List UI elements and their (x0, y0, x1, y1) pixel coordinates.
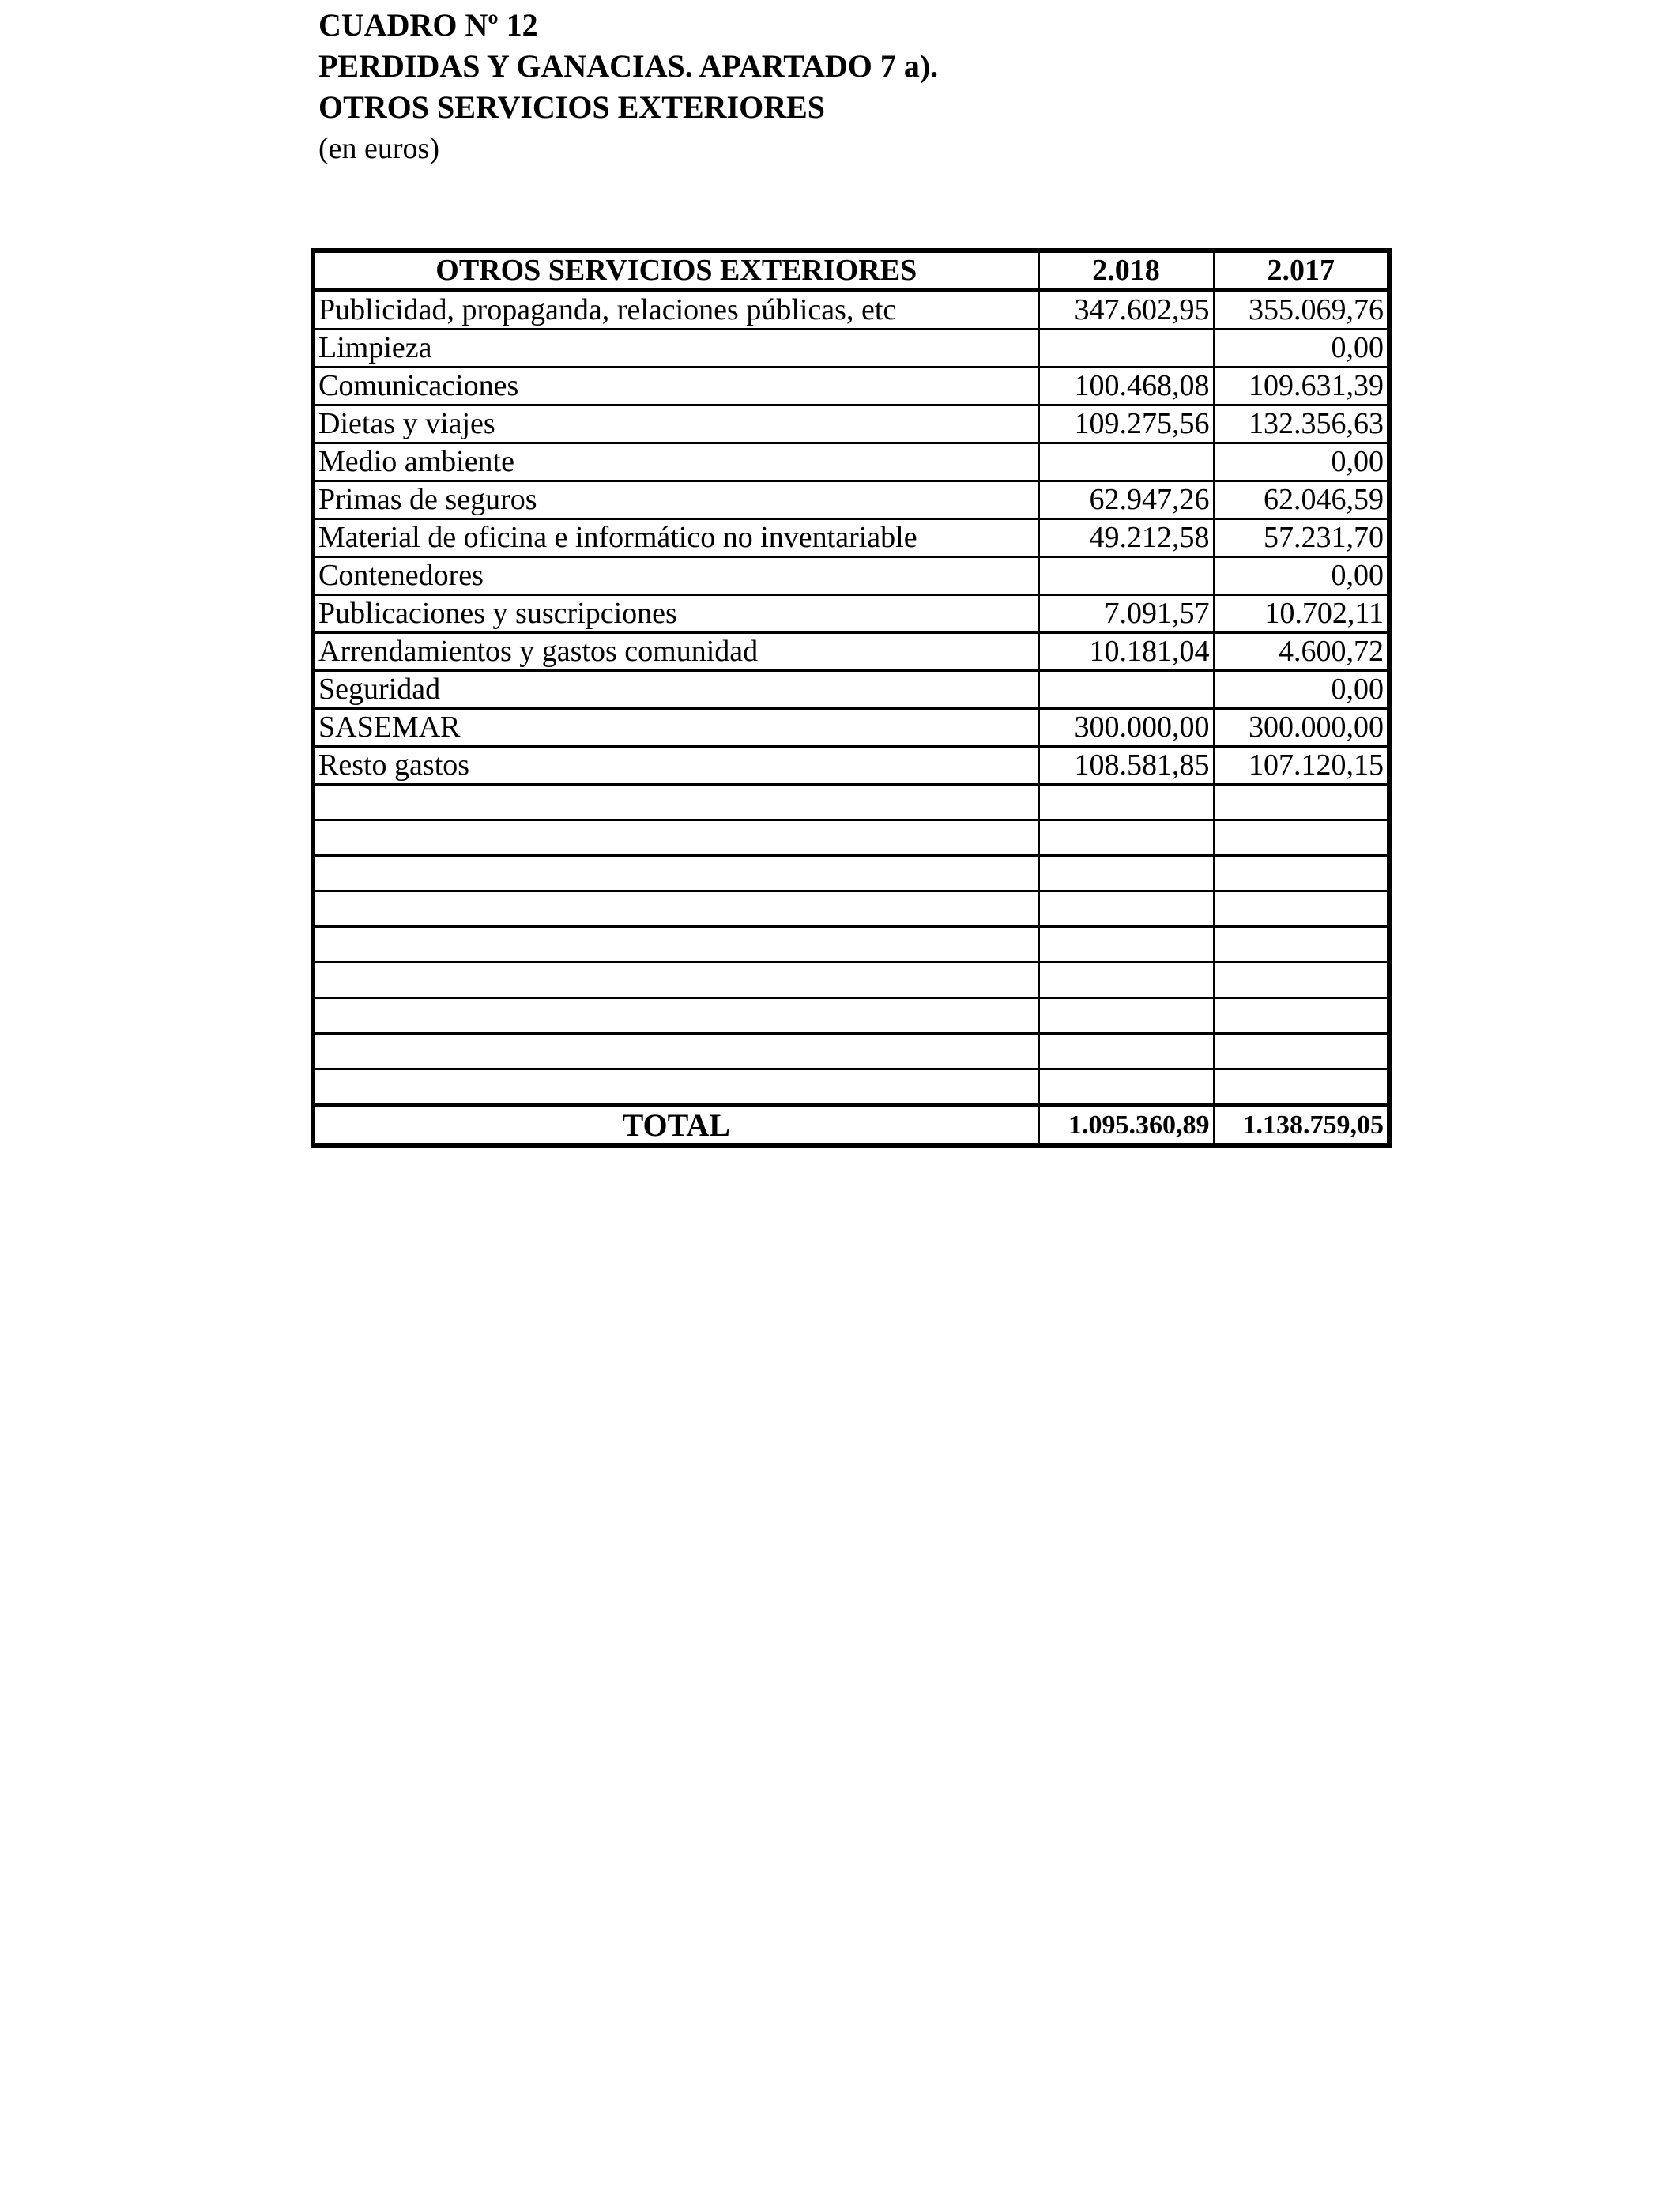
table-row (313, 595, 1389, 633)
empty-cell (1214, 1069, 1389, 1105)
row-concept: Dietas y viajes (313, 405, 1038, 443)
empty-cell (1038, 856, 1214, 892)
empty-cell (1214, 998, 1389, 1034)
section-title: PERDIDAS Y GANACIAS. APARTADO 7 a). (318, 48, 939, 84)
row-value-2018 (1038, 671, 1214, 709)
table-row (313, 671, 1389, 709)
header-year-2017: 2.017 (1214, 251, 1389, 291)
empty-cell (1038, 1034, 1214, 1069)
row-concept: Resto gastos (313, 747, 1038, 785)
row-concept: Primas de seguros (313, 481, 1038, 519)
row-concept: Contenedores (313, 557, 1038, 595)
empty-row (313, 1034, 1389, 1069)
empty-cell (313, 963, 1038, 998)
row-value-2017: 107.120,15 (1214, 747, 1389, 785)
table-row (313, 443, 1389, 481)
table-number-title: CUADRO Nº 12 (318, 7, 538, 43)
empty-cell (1038, 820, 1214, 856)
empty-cell (1038, 927, 1214, 963)
row-value-2017: 0,00 (1214, 443, 1389, 481)
row-value-2017: 300.000,00 (1214, 709, 1389, 747)
total-row (313, 1105, 1389, 1145)
empty-cell (1214, 927, 1389, 963)
header-year-2018: 2.018 (1038, 251, 1214, 291)
row-value-2018 (1038, 443, 1214, 481)
total-label: TOTAL (313, 1105, 1038, 1145)
total-value-2018: 1.095.360,89 (1038, 1105, 1214, 1145)
row-concept: Publicidad, propaganda, relaciones públicas, etc (313, 291, 1038, 330)
document-header (318, 5, 938, 169)
empty-cell (1214, 856, 1389, 892)
empty-row (313, 785, 1389, 820)
empty-cell (1038, 785, 1214, 820)
table-row (313, 481, 1389, 519)
table-row (313, 368, 1389, 405)
empty-cell (1038, 1069, 1214, 1105)
empty-cell (1214, 963, 1389, 998)
table-row (313, 633, 1389, 671)
empty-row (313, 856, 1389, 892)
empty-cell (1038, 963, 1214, 998)
table-row (313, 330, 1389, 368)
total-value-2017: 1.138.759,05 (1214, 1105, 1389, 1145)
empty-cell (313, 785, 1038, 820)
empty-cell (1214, 1034, 1389, 1069)
empty-row (313, 927, 1389, 963)
table-header-row (313, 251, 1389, 291)
row-value-2018: 100.468,08 (1038, 368, 1214, 405)
row-concept: Seguridad (313, 671, 1038, 709)
row-value-2018 (1038, 330, 1214, 368)
row-value-2017: 0,00 (1214, 671, 1389, 709)
row-value-2018: 49.212,58 (1038, 519, 1214, 557)
unit-note: (en euros) (318, 132, 439, 165)
empty-cell (1214, 785, 1389, 820)
empty-cell (1214, 820, 1389, 856)
table-row (313, 519, 1389, 557)
row-value-2018: 300.000,00 (1038, 709, 1214, 747)
row-value-2018: 108.581,85 (1038, 747, 1214, 785)
empty-cell (1214, 892, 1389, 927)
row-value-2018: 7.091,57 (1038, 595, 1214, 633)
report-title: OTROS SERVICIOS EXTERIORES (318, 89, 826, 125)
row-concept: SASEMAR (313, 709, 1038, 747)
empty-cell (1038, 998, 1214, 1034)
row-value-2017: 132.356,63 (1214, 405, 1389, 443)
expenses-table (311, 248, 1392, 1148)
empty-row (313, 1069, 1389, 1105)
table-row (313, 557, 1389, 595)
empty-row (313, 998, 1389, 1034)
row-value-2017: 109.631,39 (1214, 368, 1389, 405)
header-concept: OTROS SERVICIOS EXTERIORES (313, 251, 1038, 291)
row-value-2018: 62.947,26 (1038, 481, 1214, 519)
empty-cell (313, 927, 1038, 963)
table-row (313, 709, 1389, 747)
row-value-2017: 355.069,76 (1214, 291, 1389, 330)
row-value-2018: 347.602,95 (1038, 291, 1214, 330)
row-concept: Material de oficina e informático no inventariable (313, 519, 1038, 557)
empty-cell (313, 1034, 1038, 1069)
row-concept: Medio ambiente (313, 443, 1038, 481)
row-value-2018: 109.275,56 (1038, 405, 1214, 443)
row-concept: Limpieza (313, 330, 1038, 368)
row-value-2018 (1038, 557, 1214, 595)
empty-cell (313, 892, 1038, 927)
row-value-2017: 4.600,72 (1214, 633, 1389, 671)
empty-cell (313, 998, 1038, 1034)
row-concept: Comunicaciones (313, 368, 1038, 405)
table-row (313, 747, 1389, 785)
row-value-2017: 0,00 (1214, 330, 1389, 368)
row-value-2017: 57.231,70 (1214, 519, 1389, 557)
empty-cell (313, 820, 1038, 856)
empty-cell (313, 856, 1038, 892)
row-value-2018: 10.181,04 (1038, 633, 1214, 671)
row-value-2017: 0,00 (1214, 557, 1389, 595)
row-value-2017: 10.702,11 (1214, 595, 1389, 633)
row-concept: Arrendamientos y gastos comunidad (313, 633, 1038, 671)
empty-row (313, 963, 1389, 998)
empty-cell (1038, 892, 1214, 927)
row-concept: Publicaciones y suscripciones (313, 595, 1038, 633)
empty-row (313, 820, 1389, 856)
table-row (313, 291, 1389, 330)
empty-row (313, 892, 1389, 927)
row-value-2017: 62.046,59 (1214, 481, 1389, 519)
table-row (313, 405, 1389, 443)
empty-cell (313, 1069, 1038, 1105)
